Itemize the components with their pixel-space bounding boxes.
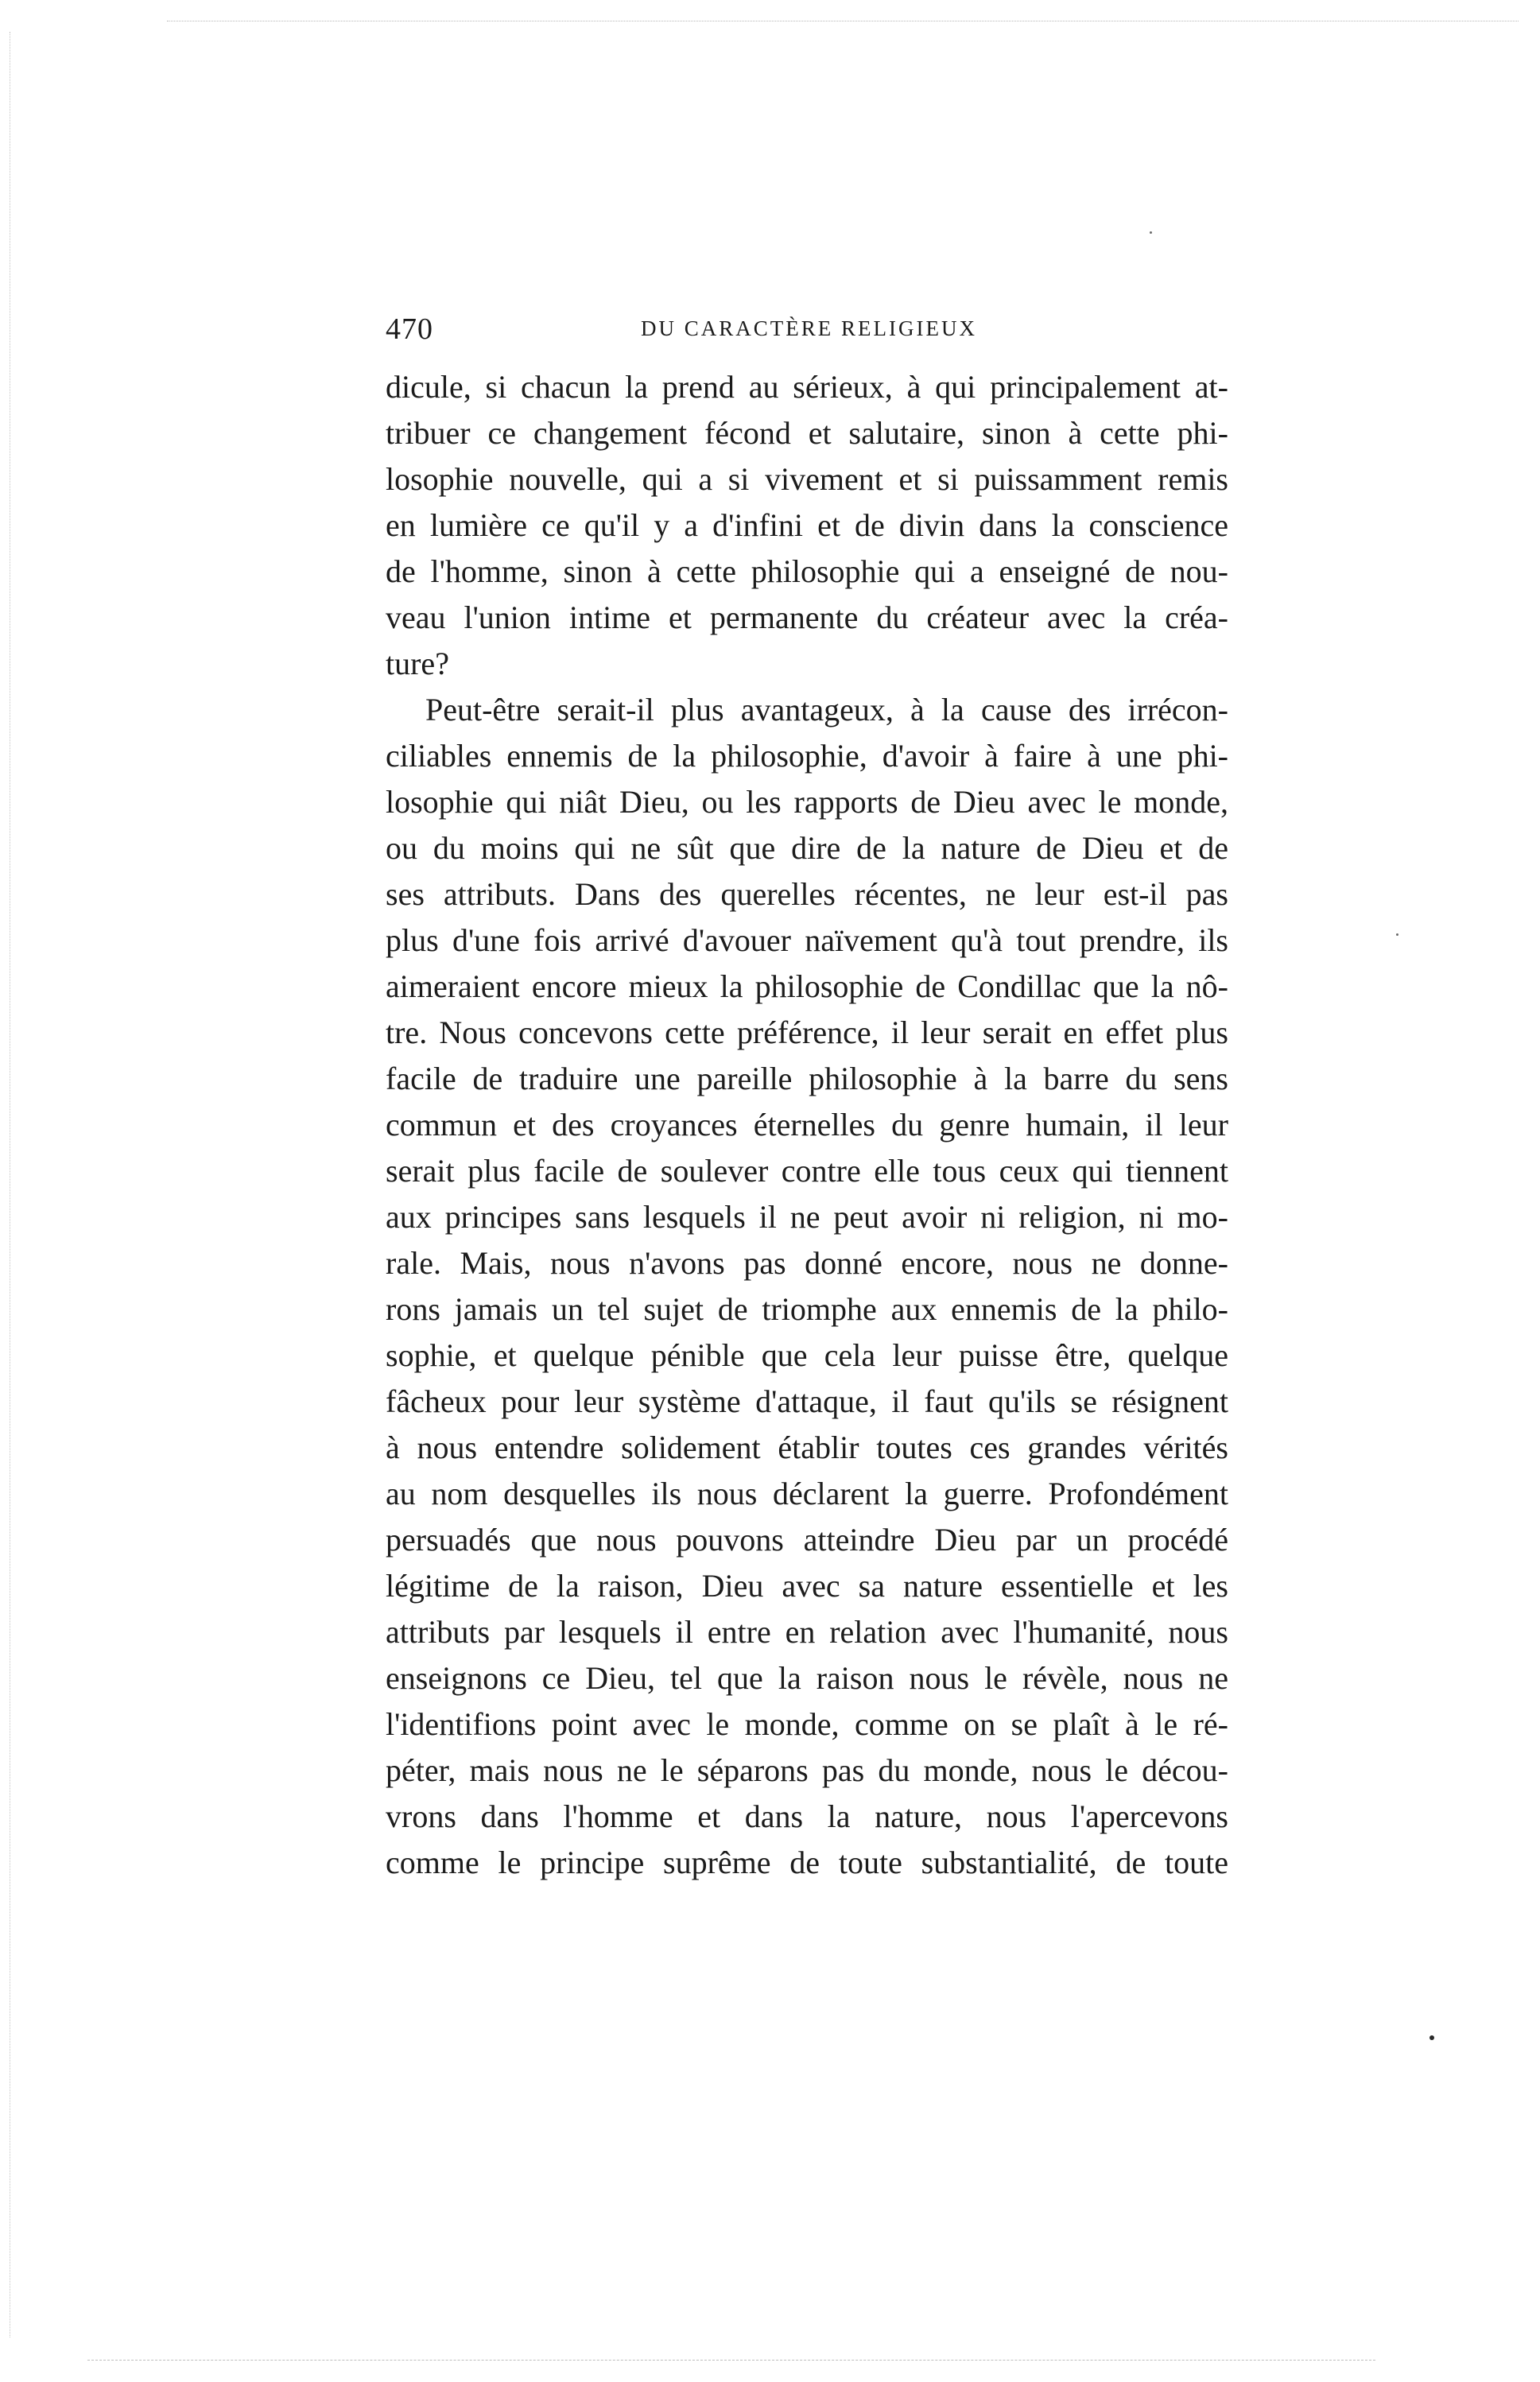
text-line: fâcheux pour leur système d'attaque, il faut qu'ils se résignent [386, 1383, 1228, 1419]
text-line: péter, mais nous ne le séparons pas du monde, nous le décou- [386, 1752, 1228, 1788]
text-line: losophie qui niât Dieu, ou les rapports de Dieu avec le monde, [386, 784, 1228, 820]
text-line: légitime de la raison, Dieu avec sa nature essentielle et les [386, 1568, 1228, 1604]
text-line: enseignons ce Dieu, tel que la raison nous le révèle, nous ne [386, 1660, 1228, 1696]
text-line: à nous entendre solidement établir toutes ces grandes vérités [386, 1430, 1228, 1465]
scan-speck [1150, 231, 1152, 234]
text-line: comme le principe suprême de toute substantialité, de toute [386, 1845, 1228, 1880]
text-line: tre. Nous concevons cette préférence, il leur serait en effet plus [386, 1014, 1228, 1050]
text-line: aux principes sans lesquels il ne peut avoir ni religion, ni mo- [386, 1199, 1228, 1235]
text-line: rons jamais un tel sujet de triomphe aux ennemis de la philo- [386, 1291, 1228, 1327]
scan-speck [1429, 2035, 1434, 2040]
text-line: attributs par lesquels il entre en relation avec l'humanité, nous [386, 1614, 1228, 1650]
text-line: dicule, si chacun la prend au sérieux, à qui principalement at- [386, 369, 1228, 405]
text-line: sophie, et quelque pénible que cela leur puisse être, quelque [386, 1337, 1228, 1373]
paragraph-first-line: Peut-être serait-il plus avantageux, à la cause des irrécon- [425, 692, 1228, 727]
text-line: de l'homme, sinon à cette philosophie qui a enseigné de nou- [386, 553, 1228, 589]
text-line: l'identifions point avec le monde, comme on se plaît à le ré- [386, 1706, 1228, 1742]
text-line: commun et des croyances éternelles du genre humain, il leur [386, 1107, 1228, 1143]
running-header [386, 312, 1022, 351]
page-number: 470 [386, 312, 433, 346]
scan-edge-bottom [87, 2360, 1375, 2361]
text-line: facile de traduire une pareille philosophie à la barre du sens [386, 1061, 1228, 1096]
text-line: ou du moins qui ne sût que dire de la nature de Dieu et de [386, 830, 1228, 866]
text-line: aimeraient encore mieux la philosophie de Condillac que la nô- [386, 968, 1228, 1004]
text-line: ture? [386, 646, 449, 681]
body-text [386, 364, 1228, 1886]
text-line: vrons dans l'homme et dans la nature, nous l'apercevons [386, 1798, 1228, 1834]
text-line: ses attributs. Dans des querelles récentes, ne leur est-il pas [386, 876, 1228, 912]
text-line: losophie nouvelle, qui a si vivement et si puissamment remis [386, 461, 1228, 497]
text-line: veau l'union intime et permanente du créateur avec la créa- [386, 599, 1228, 635]
scan-speck [1396, 933, 1398, 936]
text-line: persuadés que nous pouvons atteindre Dieu par un procédé [386, 1522, 1228, 1558]
text-line: ciliables ennemis de la philosophie, d'avoir à faire à une phi- [386, 738, 1228, 774]
text-line: au nom desquelles ils nous déclarent la guerre. Profondément [386, 1476, 1228, 1511]
text-line: en lumière ce qu'il y a d'infini et de divin dans la conscience [386, 507, 1228, 543]
text-line: serait plus facile de soulever contre elle tous ceux qui tiennent [386, 1153, 1228, 1189]
text-line: rale. Mais, nous n'avons pas donné encore, nous ne donne- [386, 1245, 1228, 1281]
running-title: DU CARACTÈRE RELIGIEUX [641, 316, 977, 340]
text-line: tribuer ce changement fécond et salutaire, sinon à cette phi- [386, 415, 1228, 451]
text-line: plus d'une fois arrivé d'avouer naïvement qu'à tout prendre, ils [386, 922, 1228, 958]
